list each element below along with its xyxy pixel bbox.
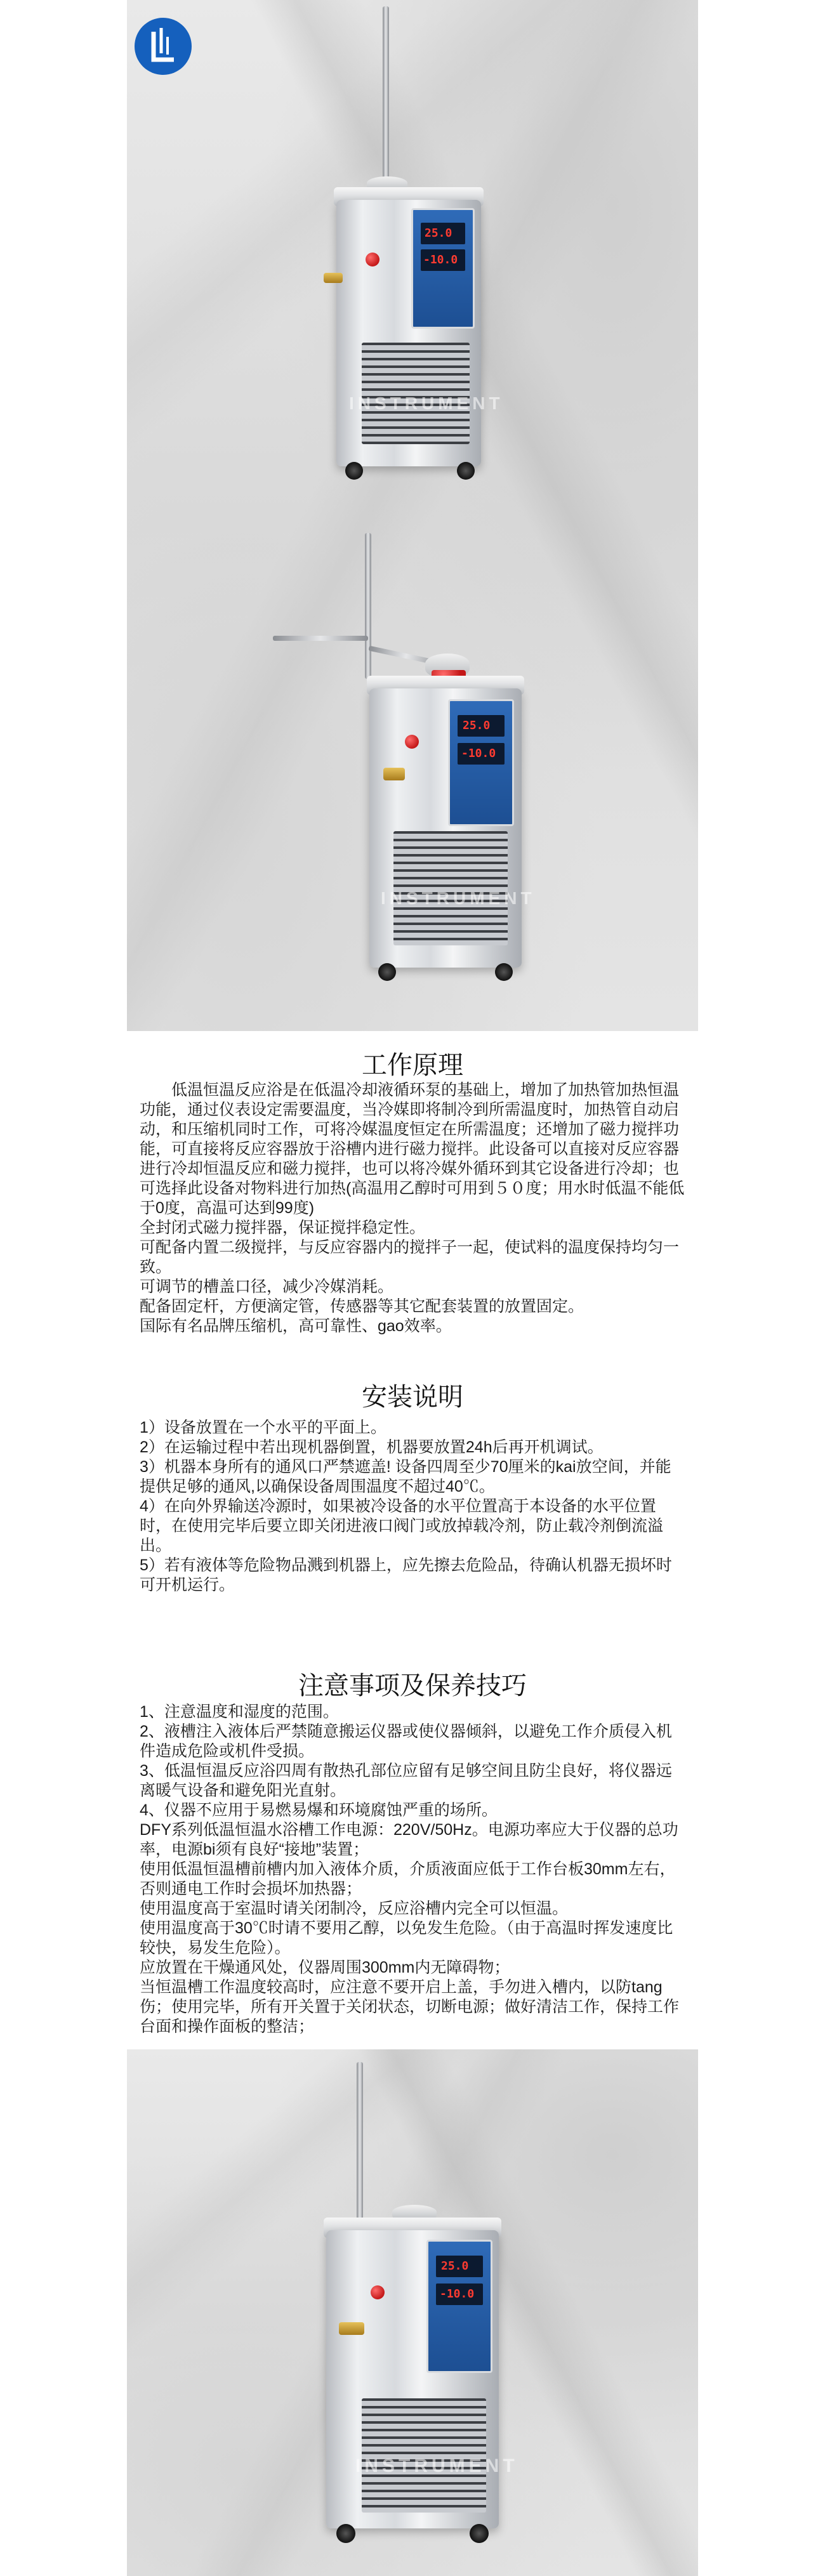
brand-logo-icon	[135, 18, 192, 75]
care-line: DFY系列低温恒温水浴槽工作电源：220V/50Hz。电源功率应大于仪器的总功率，电源bi须有良好“接地”装置；	[140, 1821, 678, 1858]
principle-line: 全封闭式磁力搅拌器，保证搅拌稳定性。	[140, 1219, 426, 1237]
principle-line: 国际有名品牌压缩机，高可靠性、gao效率。	[140, 1317, 452, 1335]
caster-wheel	[457, 462, 475, 480]
power-switch-icon	[405, 735, 419, 749]
caster-wheel	[470, 2524, 489, 2543]
machine-photo-1	[330, 6, 504, 501]
description-area	[127, 1031, 698, 2049]
display-temp-1: 25.0	[463, 719, 491, 732]
install-line: 1）设备放置在一个水平的平面上。	[140, 1419, 386, 1436]
caster-wheel	[336, 2524, 355, 2543]
care-body	[140, 1702, 687, 2037]
care-line: 3、低温恒温反应浴四周有散热孔部位应留有足够空间且防尘良好，将仪器远离暖气设备和避免阳光直射。	[140, 1762, 672, 1799]
power-switch-icon	[371, 2285, 385, 2299]
stand-rod	[383, 6, 389, 190]
install-body	[140, 1418, 687, 1595]
display-temp-2: -10.0	[440, 2287, 475, 2301]
install-title: 安装说明	[362, 1383, 463, 1411]
principle-body	[140, 1081, 687, 1336]
caster-wheel	[495, 963, 513, 981]
display-temp-2: -10.0	[423, 253, 458, 266]
product-photo-top	[127, 0, 698, 1031]
clamp-arm	[273, 636, 368, 641]
principle-line: 配备固定杆，方便滴定管，传感器等其它配套装置的放置固定。	[140, 1298, 584, 1315]
product-detail-column	[127, 0, 698, 2576]
care-line: 2、液槽注入液体后严禁随意搬运仪器或使仪器倾斜，以避免工作介质侵入机件造成危险或机件受损。	[140, 1723, 672, 1760]
care-line: 使用温度高于30℃时请不要用乙醇，以免发生危险。（由于高温时挥发速度比较快，易发生危险）。	[140, 1919, 673, 1957]
brand-logo	[135, 18, 192, 75]
display-temp-2: -10.0	[461, 747, 496, 760]
install-line: 2）在运输过程中若出现机器倒置，机器要放置24h后再开机调试。	[140, 1438, 604, 1456]
machine-photo-2	[273, 533, 539, 1002]
power-switch-icon	[366, 253, 380, 266]
care-line: 1、注意温度和湿度的范围。	[140, 1703, 339, 1721]
care-line: 使用低温恒温槽前槽内加入液体介质，介质液面应低于工作台板30mm左右，否则通电工作时会损坏加热器；	[140, 1860, 676, 1898]
display-temp-1: 25.0	[425, 227, 452, 240]
control-panel	[411, 208, 475, 329]
display-temp-1: 25.0	[441, 2259, 469, 2273]
principle-line: 可调节的槽盖口径，减少冷媒消耗。	[140, 1278, 394, 1296]
stand-rod	[357, 2062, 363, 2221]
care-title: 注意事项及保养技巧	[298, 1672, 527, 1700]
control-panel	[448, 699, 514, 826]
product-photo-bottom	[127, 2049, 698, 2576]
watermark-text: INSTRUMENT	[349, 393, 504, 413]
care-line: 应放置在干燥通风处，仪器周围300mm内无障碍物；	[140, 1959, 510, 1976]
outlet-valve	[339, 2322, 364, 2335]
care-line: 使用温度高于室温时请关闭制冷，反应浴槽内完全可以恒温。	[140, 1900, 569, 1917]
install-line: 4）在向外界输送冷源时，如果被冷设备的水平位置高于本设备的水平位置时，在使用完毕后要立即关闭进液口阀门或放掉载冷剂，防止载冷剂倒流溢出。	[140, 1497, 664, 1554]
caster-wheel	[345, 462, 363, 480]
watermark-text: INSTRUMENT	[355, 2455, 518, 2476]
outlet-valve	[324, 273, 343, 283]
principle-title: 工作原理	[362, 1051, 463, 1079]
caster-wheel	[378, 963, 396, 981]
install-line: 5）若有液体等危险物品溅到机器上，应先擦去危险品，待确认机器无损坏时可开机运行。	[140, 1556, 672, 1594]
care-line: 当恒温槽工作温度较高时，应注意不要开启上盖，手勿进入槽内，以防tang伤；使用完毕，所有开关置于关闭状态，切断电源；做好清洁工作，保持工作台面和操作面板的整洁；	[140, 1978, 680, 2035]
principle-line: 可配备内置二级搅拌，与反应容器内的搅拌子一起，使试料的温度保持均匀一致。	[140, 1239, 680, 1276]
outlet-valve	[383, 768, 405, 780]
machine-photo-3	[317, 2062, 518, 2557]
watermark-text: INSTRUMENT	[381, 888, 536, 908]
principle-line: 低温恒温反应浴是在低温冷却液循环泵的基础上，增加了加热管加热恒温功能，通过仪表设定需要温度，当冷媒即将制冷到所需温度时，加热管自动启动，和压缩机同时工作，可将冷媒温度恒定在所需温度；还增加了磁力搅拌功能，可直接将反应容器放于浴槽内进行磁力搅拌。此设备可以直接对反应容器进行冷却恒温反应和磁力搅拌，也可以将冷媒外循环到其它设备进行冷却；也可选择此设备对物料进行加热(高温用乙醇时可用到５０度；用水时低温不能低于0度，高温可达到99度)	[140, 1081, 685, 1217]
care-line: 4、仪器不应用于易燃易爆和环境腐蚀严重的场所。	[140, 1801, 498, 1819]
install-line: 3）机器本身所有的通风口严禁遮盖! 设备四周至少70厘米的kai放空间，并能提供足够的通风,以确保设备周围温度不超过40℃。	[140, 1458, 671, 1495]
stand-rod	[365, 533, 371, 679]
control-panel	[426, 2240, 492, 2373]
